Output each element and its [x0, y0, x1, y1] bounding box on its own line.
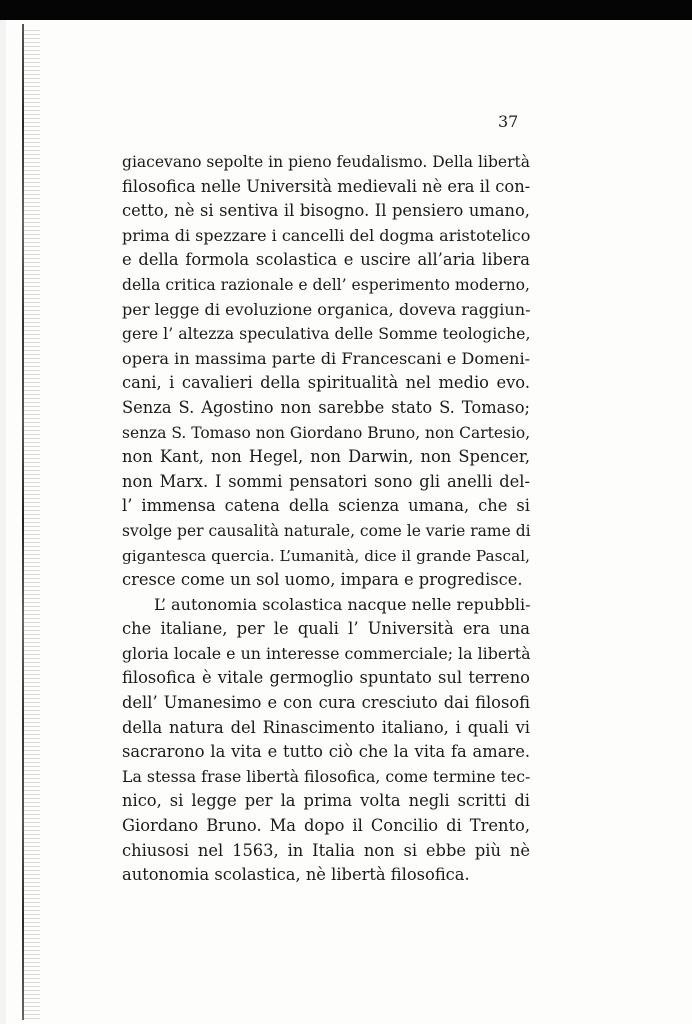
text-line: non Kant, non Hegel, non Darwin, non Spencer,: [122, 447, 530, 467]
scan-top-border: [0, 0, 692, 20]
text-line: filosofica è vitale germoglio spuntato sul terreno: [122, 668, 530, 688]
text-line: non Marx. I sommi pensatori sono gli anelli del-: [122, 471, 530, 491]
text-line: nico, si legge per la prima volta negli scritti di: [122, 791, 530, 811]
text-line: gloria locale e un interesse commerciale; la libertà: [122, 643, 531, 663]
text-line: per legge di evoluzione organica, doveva raggiun-: [122, 299, 531, 319]
text-line: l’ immensa catena della scienza umana, che si: [122, 496, 530, 516]
text-line: e della formola scolastica e uscire all’aria libera: [122, 250, 530, 270]
text-line: La stessa frase libertà filosofica, come termine tec-: [122, 766, 531, 786]
text-line: L’ autonomia scolastica nacque nelle repubbli-: [154, 594, 531, 614]
text-line: Giordano Bruno. Ma dopo il Concilio di Trento,: [122, 816, 530, 836]
text-line: cresce come un sol uomo, impara e progredisce.: [122, 570, 523, 590]
text-line: che italiane, per le quali l’ Università era una: [122, 619, 530, 639]
paragraph-2: [122, 593, 530, 888]
text-line: autonomia scolastica, nè libertà filosofica.: [122, 865, 470, 885]
text-line: della critica razionale e dell’ esperimento moderno,: [122, 275, 530, 294]
text-line: filosofica nelle Università medievali nè era il con-: [122, 176, 531, 196]
page-number: 37: [498, 112, 519, 131]
text-line: giacevano sepolte in pieno feudalismo. Della libertà: [122, 153, 530, 171]
text-line: della natura del Rinascimento italiano, i quali vi: [122, 717, 530, 737]
paragraph-1: [122, 150, 530, 593]
text-line: dell’ Umanesimo e con cura cresciuto dai filosofi: [122, 693, 530, 713]
text-line: chiusosi nel 1563, in Italia non si ebbe più nè: [122, 840, 530, 860]
text-line: senza S. Tomaso non Giordano Bruno, non Cartesio,: [122, 423, 531, 442]
text-line: svolge per causalità naturale, come le varie rame di: [122, 521, 531, 540]
text-line: cani, i cavalieri della spiritualità nel medio evo.: [122, 373, 530, 393]
text-line: prima di spezzare i cancelli del dogma aristotelico: [122, 225, 531, 245]
text-line: gere l’ altezza speculativa delle Somme teologiche,: [122, 324, 531, 344]
binding-speckle: [24, 30, 40, 1020]
body-text: [122, 150, 530, 888]
text-line: opera in massima parte di Francescani e Domeni-: [122, 348, 531, 368]
text-line: sacrarono la vita e tutto ciò che la vita fa amare.: [122, 742, 530, 762]
text-line: Senza S. Agostino non sarebbe stato S. Tomaso;: [122, 397, 530, 417]
text-line: gigantesca quercia. L’umanità, dice il grande Pascal,: [122, 546, 530, 565]
scan-left-margin: [0, 20, 6, 1024]
text-line: cetto, nè si sentiva il bisogno. Il pensiero umano,: [122, 201, 530, 221]
